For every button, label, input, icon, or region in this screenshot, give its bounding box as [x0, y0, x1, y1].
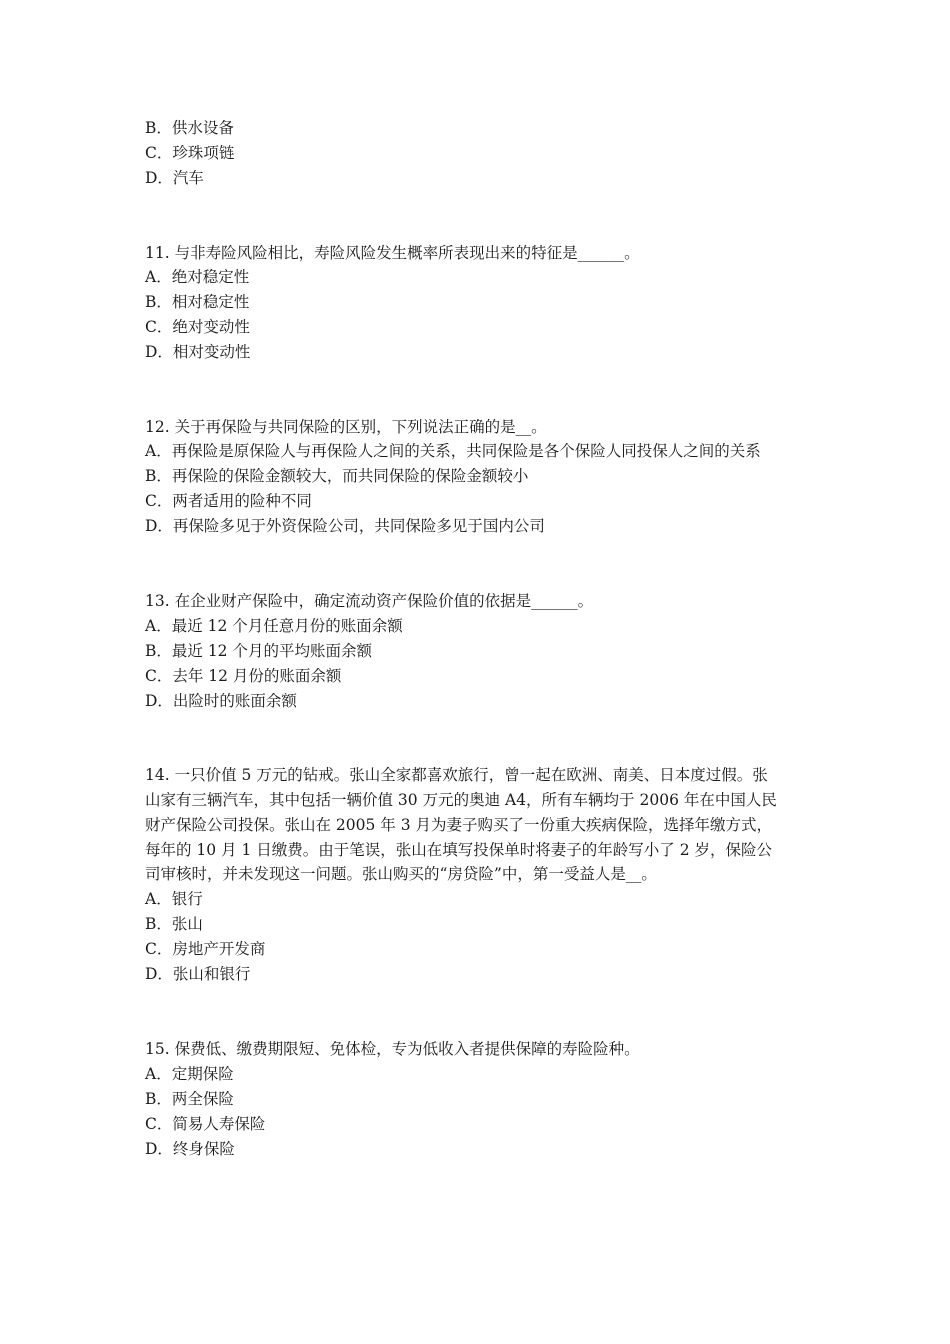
option-line: B．最近 12 个月的平均账面余额 — [145, 642, 372, 660]
option-line: D．终身保险 — [145, 1140, 235, 1158]
question-stem-line: 14. 一只价值 5 万元的钻戒。张山全家都喜欢旅行，曾一起在欧洲、南美、日本度过假。张 — [145, 766, 768, 784]
option-line: C．绝对变动性 — [145, 318, 250, 336]
option-line: C．去年 12 月份的账面余额 — [145, 667, 342, 685]
question-stem-line: 司审核时，并未发现这一问题。张山购买的“房贷险”中，第一受益人是__。 — [145, 865, 657, 883]
option-line: B．再保险的保险金额较大，而共同保险的保险金额较小 — [145, 467, 529, 485]
option-line: A．绝对稳定性 — [145, 268, 250, 286]
question-stem: 13. 在企业财产保险中，确定流动资产保险价值的依据是______。 — [145, 592, 594, 610]
option-line: A．再保险是原保险人与再保险人之间的关系，共同保险是各个保险人同投保人之间的关系 — [145, 442, 761, 460]
option-line: D．汽车 — [145, 169, 204, 187]
option-line: D．再保险多见于外资保险公司，共同保险多见于国内公司 — [145, 517, 545, 535]
option-line: A．最近 12 个月任意月份的账面余额 — [145, 617, 403, 635]
option-line: D．相对变动性 — [145, 343, 251, 361]
option-line: C．两者适用的险种不同 — [145, 492, 312, 510]
question-stem-line: 每年的 10 月 1 日缴费。由于笔误，张山在填写投保单时将妻子的年龄写小了 2 岁，保险公 — [145, 841, 773, 859]
option-line: C．房地产开发商 — [145, 940, 266, 958]
question-stem: 11. 与非寿险风险相比，寿险风险发生概率所表现出来的特征是______。 — [145, 244, 640, 262]
option-line: B．张山 — [145, 915, 203, 933]
option-line: B．供水设备 — [145, 119, 234, 137]
option-line: C．简易人寿保险 — [145, 1115, 266, 1133]
question-stem-line: 山家有三辆汽车，其中包括一辆价值 30 万元的奥迪 A4，所有车辆均于 2006 年在中国人民 — [145, 791, 777, 809]
question-stem: 12. 关于再保险与共同保险的区别，下列说法正确的是__。 — [145, 418, 547, 436]
option-line: D．出险时的账面余额 — [145, 692, 297, 710]
option-line: B．相对稳定性 — [145, 293, 250, 311]
question-stem: 15. 保费低、缴费期限短、免体检，专为低收入者提供保障的寿险险种。 — [145, 1040, 640, 1058]
option-line: B．两全保险 — [145, 1090, 234, 1108]
question-stem-line: 财产保险公司投保。张山在 2005 年 3 月为妻子购买了一份重大疾病保险，选择年缴方式， — [145, 816, 773, 834]
option-line: A．定期保险 — [145, 1065, 234, 1083]
option-line: C．珍珠项链 — [145, 144, 235, 162]
option-line: A．银行 — [145, 890, 203, 908]
option-line: D．张山和银行 — [145, 965, 251, 983]
